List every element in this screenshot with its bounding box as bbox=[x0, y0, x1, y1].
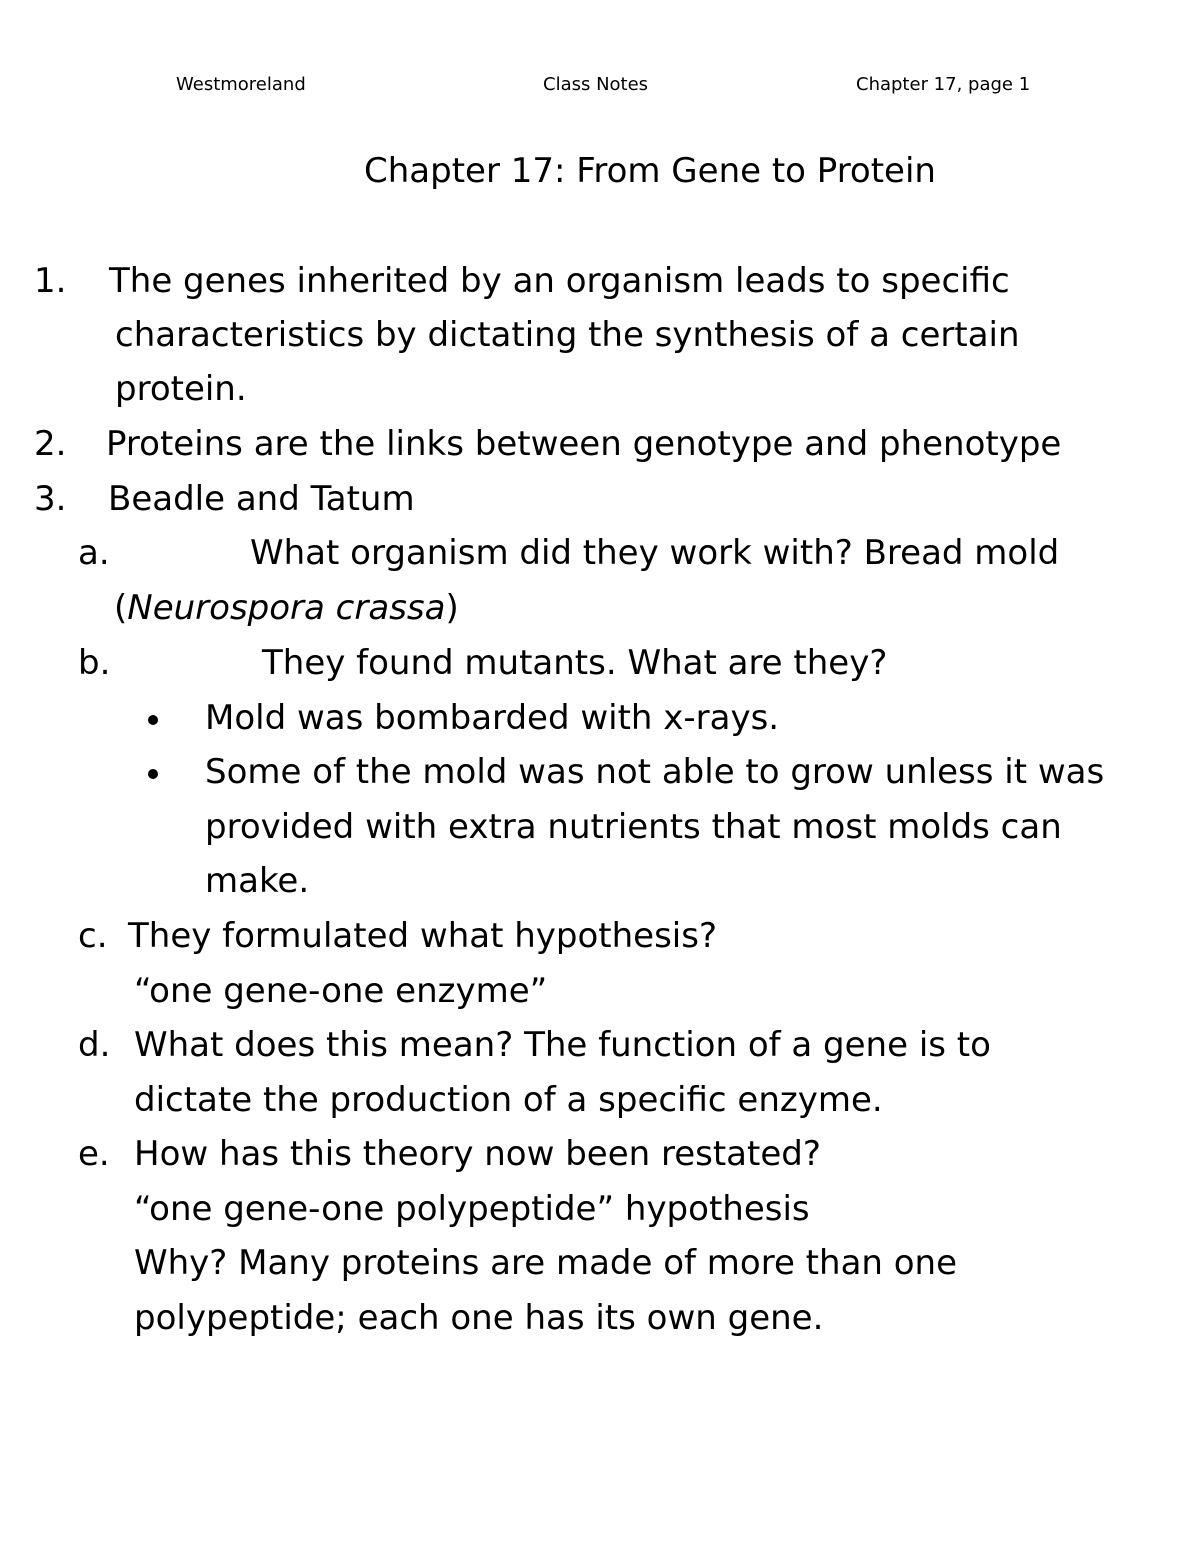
item-2-marker: 2. bbox=[34, 424, 67, 464]
item-1-line-1: The genes inherited by an organism leads to specific bbox=[109, 261, 1010, 301]
species-name: Neurospora crassa bbox=[127, 588, 446, 628]
item-1-line-3: protein. bbox=[115, 369, 247, 409]
item-3-marker: 3. bbox=[34, 479, 67, 519]
sub-item-a-line-2 bbox=[114, 585, 459, 631]
header-page-number: Chapter 17, page 1 bbox=[856, 74, 1031, 95]
paren-open: ( bbox=[114, 588, 128, 628]
item-1-line-2: characteristics by dictating the synthesis of a certain bbox=[115, 315, 1020, 355]
bullet-icon bbox=[148, 769, 158, 779]
sub-item-d-line-1: What does this mean? The function of a gene is to bbox=[134, 1025, 991, 1065]
sub-item-b-marker: b. bbox=[78, 643, 111, 683]
bullet-icon bbox=[148, 715, 158, 725]
sub-item-e-line-2: “one gene-one polypeptide” hypothesis bbox=[134, 1189, 810, 1229]
sub-item-c-marker: c. bbox=[78, 916, 108, 956]
sub-item-e-line-1: How has this theory now been restated? bbox=[134, 1134, 821, 1174]
sub-item-c-line-1: They formulated what hypothesis? bbox=[128, 916, 718, 956]
item-3-line-1: Beadle and Tatum bbox=[108, 479, 415, 519]
bullet-2-line-3: make. bbox=[205, 861, 310, 901]
sub-item-a-line-1: What organism did they work with? Bread mold bbox=[250, 533, 1060, 573]
sub-item-b-line-1: They found mutants. What are they? bbox=[262, 643, 888, 683]
sub-item-e-marker: e. bbox=[78, 1134, 110, 1174]
bullet-2-line-1: Some of the mold was not able to grow unless it was bbox=[205, 752, 1105, 792]
header-author: Westmoreland bbox=[176, 74, 306, 95]
sub-item-c-line-2: “one gene-one enzyme” bbox=[134, 971, 548, 1011]
sub-item-d-marker: d. bbox=[78, 1025, 111, 1065]
item-2-line-1: Proteins are the links between genotype and phenotype bbox=[106, 424, 1062, 464]
sub-item-e-line-4: polypeptide; each one has its own gene. bbox=[134, 1298, 824, 1338]
sub-item-a-marker: a. bbox=[78, 533, 110, 573]
sub-item-e-line-3: Why? Many proteins are made of more than one bbox=[134, 1243, 958, 1283]
item-1-marker: 1. bbox=[34, 261, 67, 301]
page-title: Chapter 17: From Gene to Protein bbox=[364, 151, 936, 191]
bullet-2-line-2: provided with extra nutrients that most molds can bbox=[205, 807, 1062, 847]
sub-item-d-line-2: dictate the production of a specific enzyme. bbox=[134, 1080, 883, 1120]
paren-close: ) bbox=[445, 588, 459, 628]
bullet-1-line-1: Mold was bombarded with x-rays. bbox=[205, 698, 780, 738]
header-class-notes: Class Notes bbox=[543, 74, 649, 95]
